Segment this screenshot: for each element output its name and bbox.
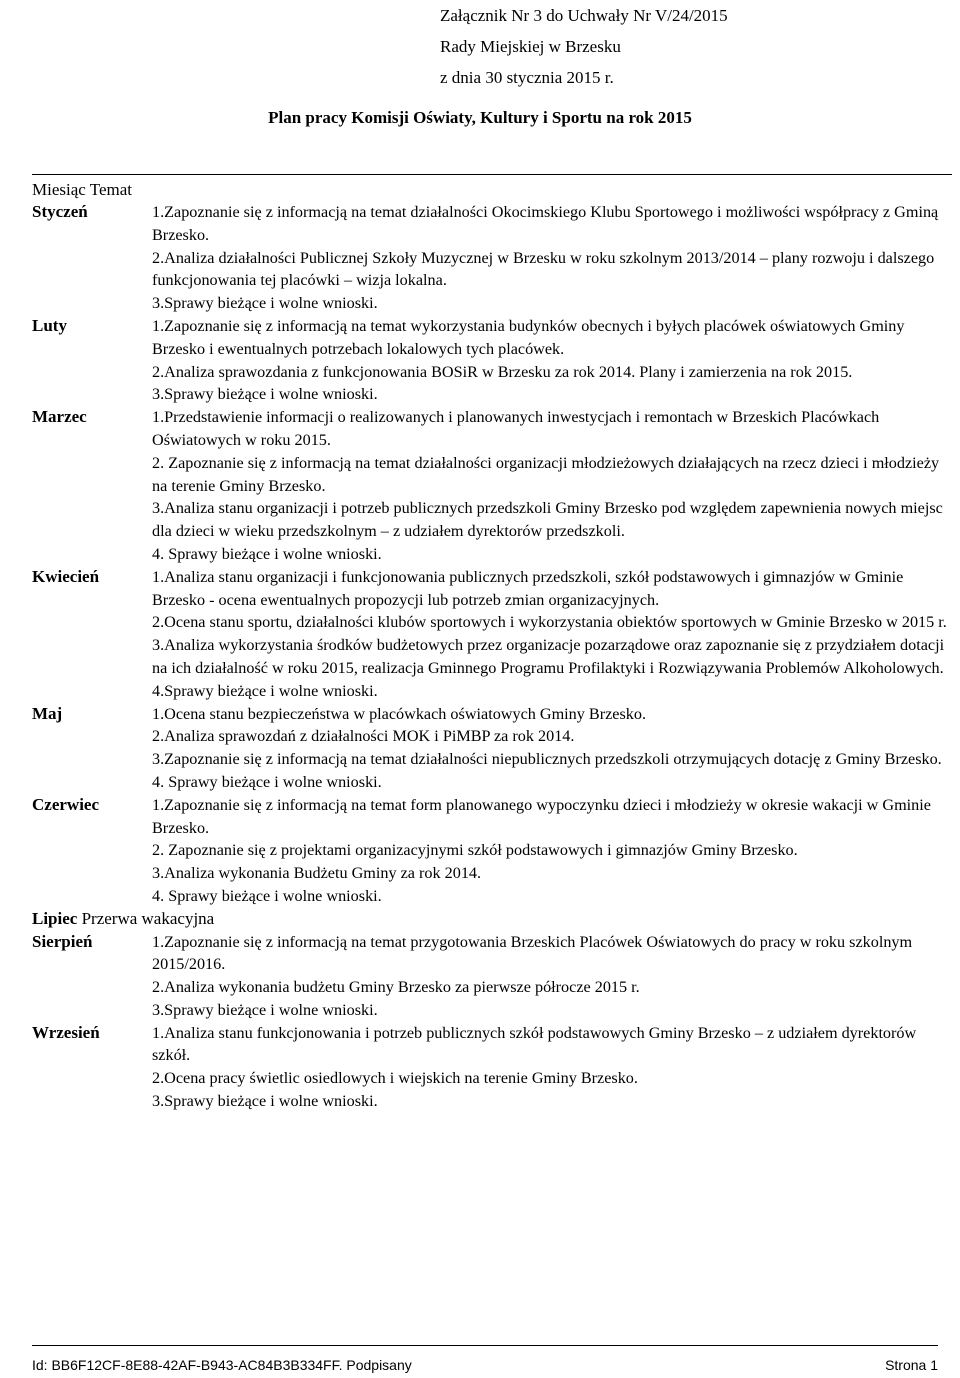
topic-item: 2. Zapoznanie się z projektami organizacyjnymi szkół podstawowych i gimnazjów Gminy Brzesko.: [152, 841, 798, 860]
header-line-council: Rady Miejskiej w Brzesku: [440, 37, 621, 56]
topic-item: 4. Sprawy bieżące i wolne wnioski.: [152, 544, 382, 563]
footer-divider: [32, 1345, 938, 1346]
month-row: [32, 931, 952, 1022]
header-line-date: z dnia 30 stycznia 2015 r.: [440, 68, 614, 87]
resolution-header: [440, 0, 728, 93]
months-list: [32, 201, 952, 908]
vacation-row: [32, 908, 952, 931]
topic-item: 1.Przedstawienie informacji o realizowanych i planowanych inwestycjach i remontach w Brzeskich Placówkach Oświatowych w roku 2015.: [152, 408, 880, 449]
topic-item: 1.Zapoznanie się z informacją na temat form planowanego wypoczynku dzieci i młodzieży w okresie wakacji w Gminie Brzesko.: [152, 795, 931, 837]
topic-item: 2.Analiza sprawozdań z działalności MOK i PiMBP za rok 2014.: [152, 727, 575, 746]
topic-list: [152, 566, 952, 703]
topic-item: 3.Analiza wykonania Budżetu Gminy za rok 2014.: [152, 864, 482, 883]
topic-item: 1.Zapoznanie się z informacją na temat wykorzystania budynków obecnych i byłych placówek oświatowych Gminy Brzesko i ewentualnych potrzebach lokalowych tych placówek.: [152, 316, 905, 358]
topic-item: 4. Sprawy bieżące i wolne wnioski.: [152, 772, 382, 791]
month-name: Czerwiec: [32, 794, 100, 814]
topic-item: 1.Zapoznanie się z informacją na temat przygotowania Brzeskich Placówek Oświatowych do pracy w roku szkolnym 2015/2016.: [152, 932, 913, 974]
month-row: [32, 1022, 952, 1113]
topic-list: [152, 931, 952, 1022]
header-line-annex: Załącznik Nr 3 do Uchwały Nr V/24/2015: [440, 6, 728, 25]
topic-item: 3.Zapoznanie się z informacją na temat działalności niepublicznych przedszkoli otrzymujących dotację z Gminy Brzesko.: [152, 750, 942, 769]
topic-item: 3.Sprawy bieżące i wolne wnioski.: [152, 1000, 378, 1019]
month-row: [32, 406, 952, 566]
topic-list: [152, 201, 952, 315]
topic-item: 3.Sprawy bieżące i wolne wnioski.: [152, 1092, 378, 1111]
page-footer: [32, 1357, 938, 1373]
table-header: [32, 178, 952, 201]
topic-item: 3.Sprawy bieżące i wolne wnioski.: [152, 385, 378, 404]
topic-item: 4.Sprawy bieżące i wolne wnioski.: [152, 681, 378, 700]
work-plan-table: [32, 174, 952, 1113]
topic-item: 2.Ocena stanu sportu, działalności klubów sportowych i wykorzystania obiektów sportowych w Gminie Brzesko w 2015 r.: [152, 613, 947, 632]
topic-item: 1.Analiza stanu funkcjonowania i potrzeb publicznych szkół podstawowych Gminy Brzesko – z udziałem dyrektorów szkół.: [152, 1023, 917, 1065]
topic-list: [152, 794, 952, 908]
vacation-text: Przerwa wakacyjna: [81, 908, 215, 928]
month-row: [32, 315, 952, 406]
month-name: Styczeń: [32, 202, 88, 221]
topic-item: 3.Sprawy bieżące i wolne wnioski.: [152, 294, 378, 313]
topic-list: [152, 406, 952, 566]
topic-item: 2. Zapoznanie się z informacją na temat działalności organizacji młodzieżowych działających na rzecz dzieci i młodzieży na terenie Gminy Brzesko.: [152, 453, 940, 495]
topic-item: 2.Analiza wykonania budżetu Gminy Brzesko za pierwsze półrocze 2015 r.: [152, 978, 640, 997]
column-header-month: Miesiąc: [32, 180, 86, 199]
document-title: Plan pracy Komisji Oświaty, Kultury i Sportu na rok 2015: [268, 108, 692, 127]
topic-list: [152, 1022, 952, 1113]
months-list-after: [32, 931, 952, 1113]
topic-list: [152, 315, 952, 406]
page-number: Strona 1: [885, 1357, 938, 1373]
column-header-topic: Temat: [89, 180, 133, 199]
vacation-month: Lipiec: [32, 908, 78, 928]
month-row: [32, 566, 952, 703]
topic-list: [152, 703, 952, 794]
topic-item: 4. Sprawy bieżące i wolne wnioski.: [152, 886, 382, 905]
topic-item: 2.Analiza sprawozdania z funkcjonowania BOSiR w Brzesku za rok 2014. Plany i zamierzenia na rok 2015.: [152, 362, 853, 381]
month-name: Wrzesień: [32, 1022, 100, 1042]
month-name: Kwiecień: [32, 566, 100, 586]
month-row: [32, 794, 952, 908]
month-name: Sierpień: [32, 931, 93, 951]
month-row: [32, 703, 952, 794]
month-row: [32, 201, 952, 315]
document-id: Id: BB6F12CF-8E88-42AF-B943-AC84B3B334FF. Podpisany: [32, 1357, 412, 1373]
topic-item: 1.Ocena stanu bezpieczeństwa w placówkach oświatowych Gminy Brzesko.: [152, 704, 647, 723]
topic-item: 3.Analiza stanu organizacji i potrzeb publicznych przedszkoli Gminy Brzesko pod względem zapewnienia nowych miejsc dla dzieci w wieku przedszkolnym – z udziałem dyrektorów przedszkoli.: [152, 499, 943, 541]
topic-item: 2.Analiza działalności Publicznej Szkoły Muzycznej w Brzesku w roku szkolnym 2013/2014 – plany rozwoju i dalszego funkcjonowania tej placówki – wizja lokalna.: [152, 248, 935, 290]
topic-item: 1.Analiza stanu organizacji i funkcjonowania publicznych przedszkoli, szkół podstawowych i gimnazjów w Gminie Brzesko - ocena ewentualnych propozycji lub potrzeb zmian organizacyjnych.: [152, 567, 904, 609]
topic-item: 1.Zapoznanie się z informacją na temat działalności Okocimskiego Klubu Sportowego i możliwości współpracy z Gminą Brzesko.: [152, 203, 939, 244]
month-name: Luty: [32, 315, 67, 335]
topic-item: 2.Ocena pracy świetlic osiedlowych i wiejskich na terenie Gminy Brzesko.: [152, 1069, 638, 1088]
topic-item: 3.Analiza wykorzystania środków budżetowych przez organizacje pozarządowe oraz zapoznanie się z przydziałem dotacji na ich działalność w roku 2015, realizacja Gminnego Programu Profilaktyki i Rozwiązywania Problemów Alkoholowych.: [152, 636, 945, 677]
month-name: Maj: [32, 703, 63, 723]
month-name: Marzec: [32, 407, 87, 427]
